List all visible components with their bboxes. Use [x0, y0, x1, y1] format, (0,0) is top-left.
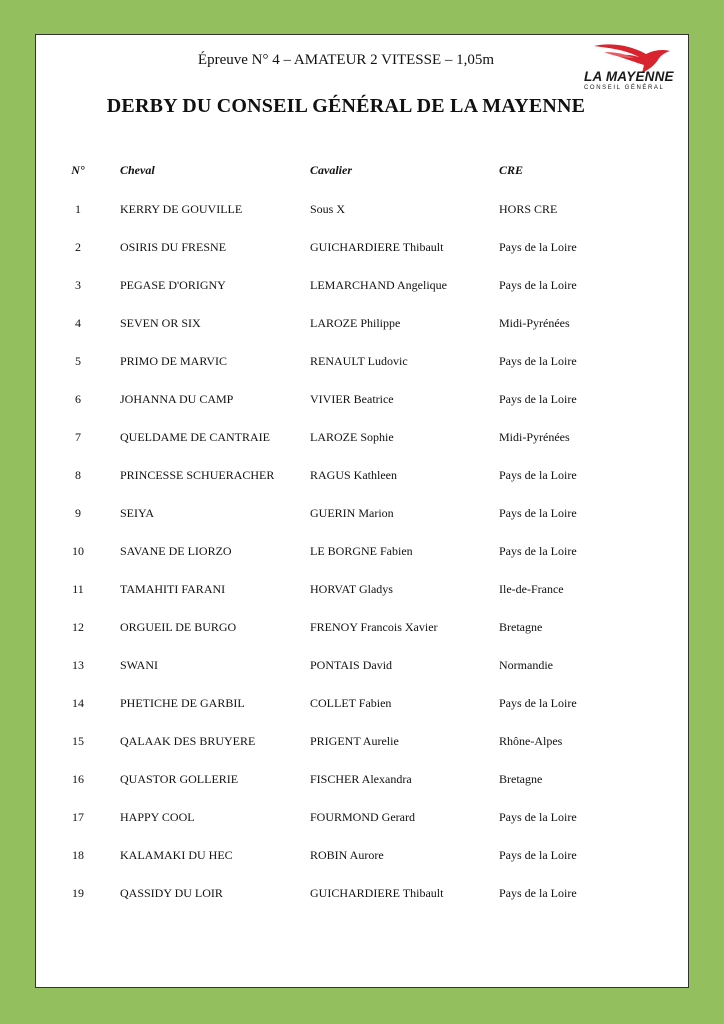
- cre-region: Rhône-Alpes: [499, 733, 563, 748]
- row-number: 19: [72, 885, 84, 900]
- row-number: 18: [72, 847, 84, 862]
- event-subtitle: Épreuve N° 4 – AMATEUR 2 VITESSE – 1,05m: [197, 52, 495, 68]
- table-row: [36, 836, 649, 874]
- cre-region: Pays de la Loire: [499, 505, 577, 520]
- header-rider: Cavalier: [310, 162, 352, 177]
- table-row: [36, 304, 649, 342]
- table-row: [36, 532, 649, 570]
- horse-name: ORGUEIL DE BURGO: [120, 619, 237, 634]
- la-mayenne-logo: [584, 40, 674, 96]
- cre-region: Pays de la Loire: [499, 847, 577, 862]
- horse-name: SEIYA: [120, 505, 155, 520]
- horse-name: QASSIDY DU LOIR: [120, 885, 223, 900]
- cre-region: Pays de la Loire: [499, 885, 577, 900]
- cre-region: Normandie: [499, 657, 553, 672]
- table-row: [36, 266, 649, 304]
- horse-name: JOHANNA DU CAMP: [120, 391, 234, 406]
- row-number: 2: [75, 239, 81, 254]
- horse-name: OSIRIS DU FRESNE: [120, 239, 227, 254]
- rider-name: LE BORGNE Fabien: [310, 543, 413, 558]
- row-number: 14: [72, 695, 84, 710]
- rider-name: LAROZE Philippe: [310, 315, 401, 330]
- row-number: 12: [72, 619, 84, 634]
- table-row: [36, 684, 649, 722]
- cre-region: Pays de la Loire: [499, 277, 577, 292]
- rider-name: LEMARCHAND Angelique: [310, 277, 447, 292]
- horse-name: PRINCESSE SCHUERACHER: [120, 467, 275, 482]
- logo-subtext: CONSEIL GÉNÉRAL: [584, 85, 665, 91]
- cre-region: Pays de la Loire: [499, 695, 577, 710]
- table-row: [36, 380, 649, 418]
- horse-name: PHETICHE DE GARBIL: [120, 695, 245, 710]
- row-number: 7: [75, 429, 81, 444]
- table-row: [36, 418, 649, 456]
- table-row: [36, 456, 649, 494]
- header-cre: CRE: [499, 162, 524, 177]
- table-row: [36, 646, 649, 684]
- cre-region: Bretagne: [499, 619, 543, 634]
- rider-name: HORVAT Gladys: [310, 581, 393, 596]
- table-row: [36, 608, 649, 646]
- horse-name: QUELDAME DE CANTRAIE: [120, 429, 270, 444]
- row-number: 10: [72, 543, 84, 558]
- horse-name: PEGASE D'ORIGNY: [120, 277, 226, 292]
- horse-name: SEVEN OR SIX: [120, 315, 201, 330]
- row-number: 13: [72, 657, 84, 672]
- row-number: 5: [75, 353, 81, 368]
- participants-table: [36, 150, 649, 912]
- table-row: [36, 722, 649, 760]
- row-number: 3: [75, 277, 81, 292]
- cre-region: Pays de la Loire: [499, 809, 577, 824]
- row-number: 6: [75, 391, 81, 406]
- table-row: [36, 228, 649, 266]
- table-row: [36, 570, 649, 608]
- rider-name: Sous X: [310, 201, 346, 216]
- rider-name: RENAULT Ludovic: [310, 353, 408, 368]
- document-page: [35, 34, 689, 988]
- horse-name: QALAAK DES BRUYERE: [120, 733, 256, 748]
- cre-region: Pays de la Loire: [499, 467, 577, 482]
- row-number: 1: [75, 201, 81, 216]
- table-row: [36, 342, 649, 380]
- horse-name: SWANI: [120, 657, 158, 672]
- table-row: [36, 798, 649, 836]
- table-row: [36, 190, 649, 228]
- cre-region: Pays de la Loire: [499, 239, 577, 254]
- horse-name: PRIMO DE MARVIC: [120, 353, 228, 368]
- row-number: 16: [72, 771, 84, 786]
- rider-name: RAGUS Kathleen: [310, 467, 397, 482]
- row-number: 8: [75, 467, 81, 482]
- cre-region: Midi-Pyrénées: [499, 429, 570, 444]
- rider-name: FISCHER Alexandra: [310, 771, 412, 786]
- rider-name: ROBIN Aurore: [310, 847, 384, 862]
- horse-name: HAPPY COOL: [120, 809, 195, 824]
- cre-region: Bretagne: [499, 771, 543, 786]
- rider-name: COLLET Fabien: [310, 695, 392, 710]
- row-number: 4: [75, 315, 81, 330]
- rider-name: GUERIN Marion: [310, 505, 394, 520]
- row-number: 9: [75, 505, 81, 520]
- horse-name: QUASTOR GOLLERIE: [120, 771, 239, 786]
- row-number: 17: [72, 809, 84, 824]
- horse-name: KERRY DE GOUVILLE: [120, 201, 243, 216]
- cre-region: Ile-de-France: [499, 581, 564, 596]
- rider-name: GUICHARDIERE Thibault: [310, 239, 444, 254]
- row-number: 11: [72, 581, 84, 596]
- rider-name: FRENOY Francois Xavier: [310, 619, 438, 634]
- table-row: [36, 760, 649, 798]
- horse-name: KALAMAKI DU HEC: [120, 847, 233, 862]
- cre-region: Pays de la Loire: [499, 353, 577, 368]
- header-num: N°: [71, 162, 85, 177]
- rider-name: FOURMOND Gerard: [310, 809, 415, 824]
- horse-name: TAMAHITI FARANI: [120, 581, 226, 596]
- cre-region: Midi-Pyrénées: [499, 315, 570, 330]
- rider-name: PONTAIS David: [310, 657, 393, 672]
- table-row: [36, 494, 649, 532]
- cre-region: Pays de la Loire: [499, 543, 577, 558]
- rider-name: GUICHARDIERE Thibault: [310, 885, 444, 900]
- page-title: DERBY DU CONSEIL GÉNÉRAL DE LA MAYENNE: [106, 95, 586, 117]
- rider-name: VIVIER Beatrice: [310, 391, 394, 406]
- rider-name: LAROZE Sophie: [310, 429, 394, 444]
- table-header-row: [36, 150, 649, 190]
- logo-text: LA MAYENNE: [584, 69, 674, 84]
- table-row: [36, 874, 649, 912]
- row-number: 15: [72, 733, 84, 748]
- cre-region: HORS CRE: [499, 201, 558, 216]
- cre-region: Pays de la Loire: [499, 391, 577, 406]
- header-horse: Cheval: [120, 162, 155, 177]
- horse-name: SAVANE DE LIORZO: [120, 543, 232, 558]
- rider-name: PRIGENT Aurelie: [310, 733, 399, 748]
